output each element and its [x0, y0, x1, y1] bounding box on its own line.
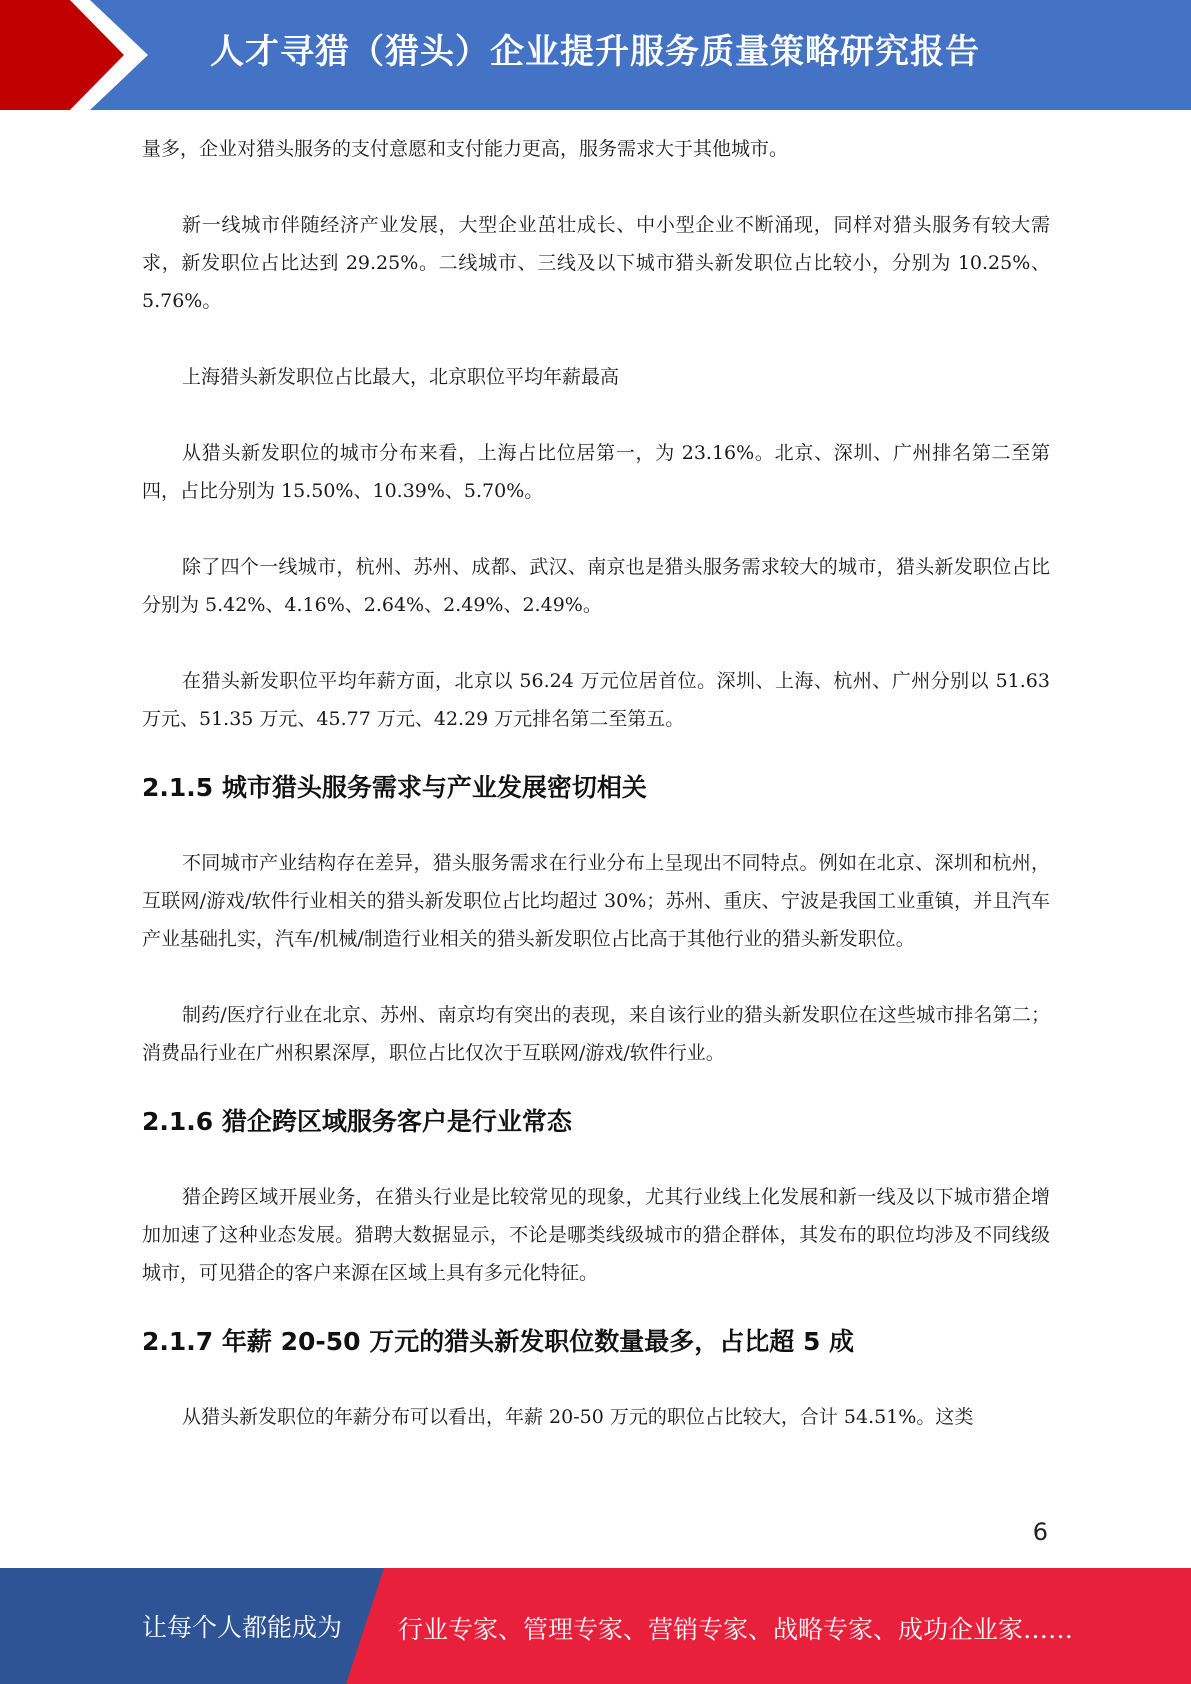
section-heading: 2.1.5 城市猎头服务需求与产业发展密切相关: [142, 773, 647, 802]
paragraph: 量多，企业对猎头服务的支付意愿和支付能力更高，服务需求大于其他城市。: [142, 138, 789, 160]
footer-slogan-right: 行业专家、管理专家、营销专家、战略专家、成功企业家……: [398, 1615, 1074, 1644]
page-content: [142, 130, 1050, 1436]
paragraph: 在猎头新发职位平均年薪方面，北京以 56.24 万元位居首位。深圳、上海、杭州、广州分别以 51.63 万元、51.35 万元、45.77 万元、42.29 万元排名第二至第五。: [142, 670, 1050, 730]
paragraph: 从猎头新发职位的城市分布来看，上海占比位居第一，为 23.16%。北京、深圳、广州排名第二至第四，占比分别为 15.50%、10.39%、5.70%。: [142, 442, 1050, 502]
paragraph: 制药/医疗行业在北京、苏州、南京均有突出的表现，来自该行业的猎头新发职位在这些城市排名第二；消费品行业在广州积累深厚，职位占比仅次于互联网/游戏/软件行业。: [142, 1004, 1050, 1064]
paragraph: 新一线城市伴随经济产业发展，大型企业茁壮成长、中小型企业不断涌现，同样对猎头服务有较大需求，新发职位占比达到 29.25%。二线城市、三线及以下城市猎头新发职位占比较小，分别为 10.25%、5.76%。: [142, 214, 1050, 312]
paragraph: 从猎头新发职位的年薪分布可以看出，年薪 20-50 万元的职位占比较大，合计 54.51%。这类: [182, 1406, 974, 1428]
page-number: 6: [1032, 1518, 1048, 1546]
header-banner: [0, 0, 1191, 110]
footer-slogan-left: 让每个人都能成为: [142, 1613, 343, 1642]
report-title: 人才寻猎（猎头）企业提升服务质量策略研究报告: [210, 32, 980, 72]
subheading-paragraph: 上海猎头新发职位占比最大，北京职位平均年薪最高: [182, 366, 620, 388]
footer-banner: [0, 1568, 1191, 1684]
section-heading: 2.1.7 年薪 20-50 万元的猎头新发职位数量最多，占比超 5 成: [142, 1327, 855, 1356]
paragraph: 不同城市产业结构存在差异，猎头服务需求在行业分布上呈现出不同特点。例如在北京、深圳和杭州，互联网/游戏/软件行业相关的猎头新发职位占比均超过 30%；苏州、重庆、宁波是我国工业重镇，并且汽车产业基础扎实，汽车/机械/制造行业相关的猎头新发职位占比高于其他行业的猎头新发职位。: [142, 852, 1050, 950]
section-heading: 2.1.6 猎企跨区域服务客户是行业常态: [142, 1107, 572, 1136]
paragraph: 除了四个一线城市，杭州、苏州、成都、武汉、南京也是猎头服务需求较大的城市，猎头新发职位占比分别为 5.42%、4.16%、2.64%、2.49%、2.49%。: [142, 556, 1050, 616]
paragraph: 猎企跨区域开展业务，在猎头行业是比较常见的现象，尤其行业线上化发展和新一线及以下城市猎企增加加速了这种业态发展。猎聘大数据显示，不论是哪类线级城市的猎企群体，其发布的职位均涉及不同线级城市，可见猎企的客户来源在区域上具有多元化特征。: [142, 1186, 1050, 1284]
